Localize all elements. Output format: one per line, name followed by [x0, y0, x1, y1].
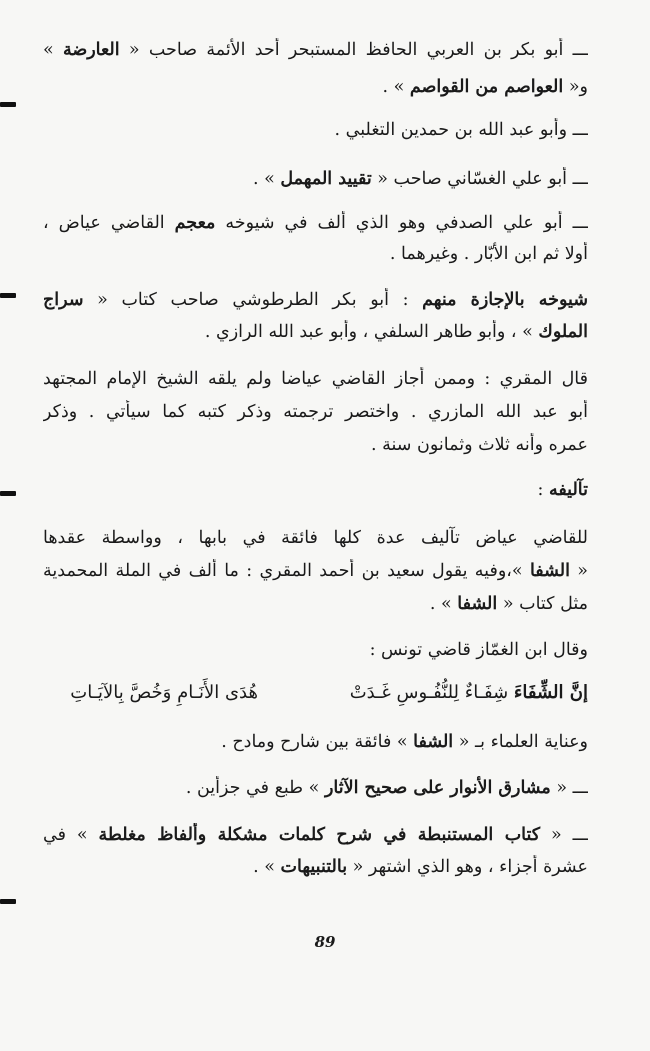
text-line: « الشفا »،وفيه يقول سعيد بن أحمد المقري : ما ألف في الملة المحمدية: [43, 561, 588, 581]
verse-second-hemistich: هُدَى الأَنَـامِ وَخُصَّ بِالآيَـاتِ: [70, 682, 258, 703]
scan-edge-mark: [0, 293, 16, 298]
text-line: عمره وأنه ثلاث وثمانون سنة .: [371, 435, 588, 455]
text-line: و« العواصم من القواصم » .: [382, 77, 588, 97]
text-line: وعناية العلماء بـ « الشفا » فائقة بين شارح ومادح .: [221, 732, 588, 752]
text-line: للقاضي عياض تآليف عدة كلها فائقة في بابها ، وواسطة عقدها: [43, 528, 588, 548]
text-line: الملوك » ، وأبو طاهر السلفي ، وأبو عبد الله الرازي .: [204, 322, 588, 342]
scan-edge-mark: [0, 102, 16, 107]
text-line: ـــ « كتاب المستنبطة في شرح كلمات مشكلة وألفاظ مغلطة » في: [43, 825, 588, 845]
text-line: ـــ أبو علي الصدفي وهو الذي أُلف في شيوخه معجم القاضي عياض ،: [43, 213, 588, 233]
text-line: عشرة أجزاء ، وهو الذي اشتهر « بالتنبيهات » .: [253, 857, 588, 877]
text-line: أولا ثم ابن الأبّار . وغيرهما .: [389, 244, 588, 264]
scan-edge-mark: [0, 491, 16, 496]
text-line: أبو عبد الله المازري . واختصر ترجمته وذكر كتبه كما سيأتي . وذكر: [43, 402, 588, 422]
verse-first-hemistich: إنَّ الشِّفَاءَ شِفَـاءٌ لِلنُّفُـوسِ غَـدَتْ: [349, 682, 588, 703]
text-line: شيوخه بالإجازة منهم : أبو بكر الطرطوشي صاحب كتاب « سراج: [43, 290, 588, 310]
text-line: ـــ وأبو عبد الله بن حمدين التغلبي .: [334, 120, 588, 140]
text-line: ـــ أبو علي الغسّاني صاحب « تقييد المهمل » .: [252, 169, 588, 189]
page-number: 89: [314, 933, 336, 951]
text-line: ـــ « مشارق الأنوار على صحيح الآثار » طبع في جزأين .: [185, 778, 588, 798]
text-line: مثل كتاب « الشفا » .: [429, 594, 588, 614]
text-line: وقال ابن الغمّاز قاضي تونس :: [369, 640, 588, 660]
scan-edge-mark: [0, 899, 16, 904]
text-line: ـــ أبو بكر بن العربي الحافظ المستبحر أحد الأئمة صاحب « العارضة »: [43, 40, 588, 60]
text-line: قال المقري : وممن أجاز القاضي عياضا ولم يلقه الشيخ الإمام المجتهد: [43, 369, 588, 389]
section-heading: تآليفه :: [537, 480, 588, 500]
